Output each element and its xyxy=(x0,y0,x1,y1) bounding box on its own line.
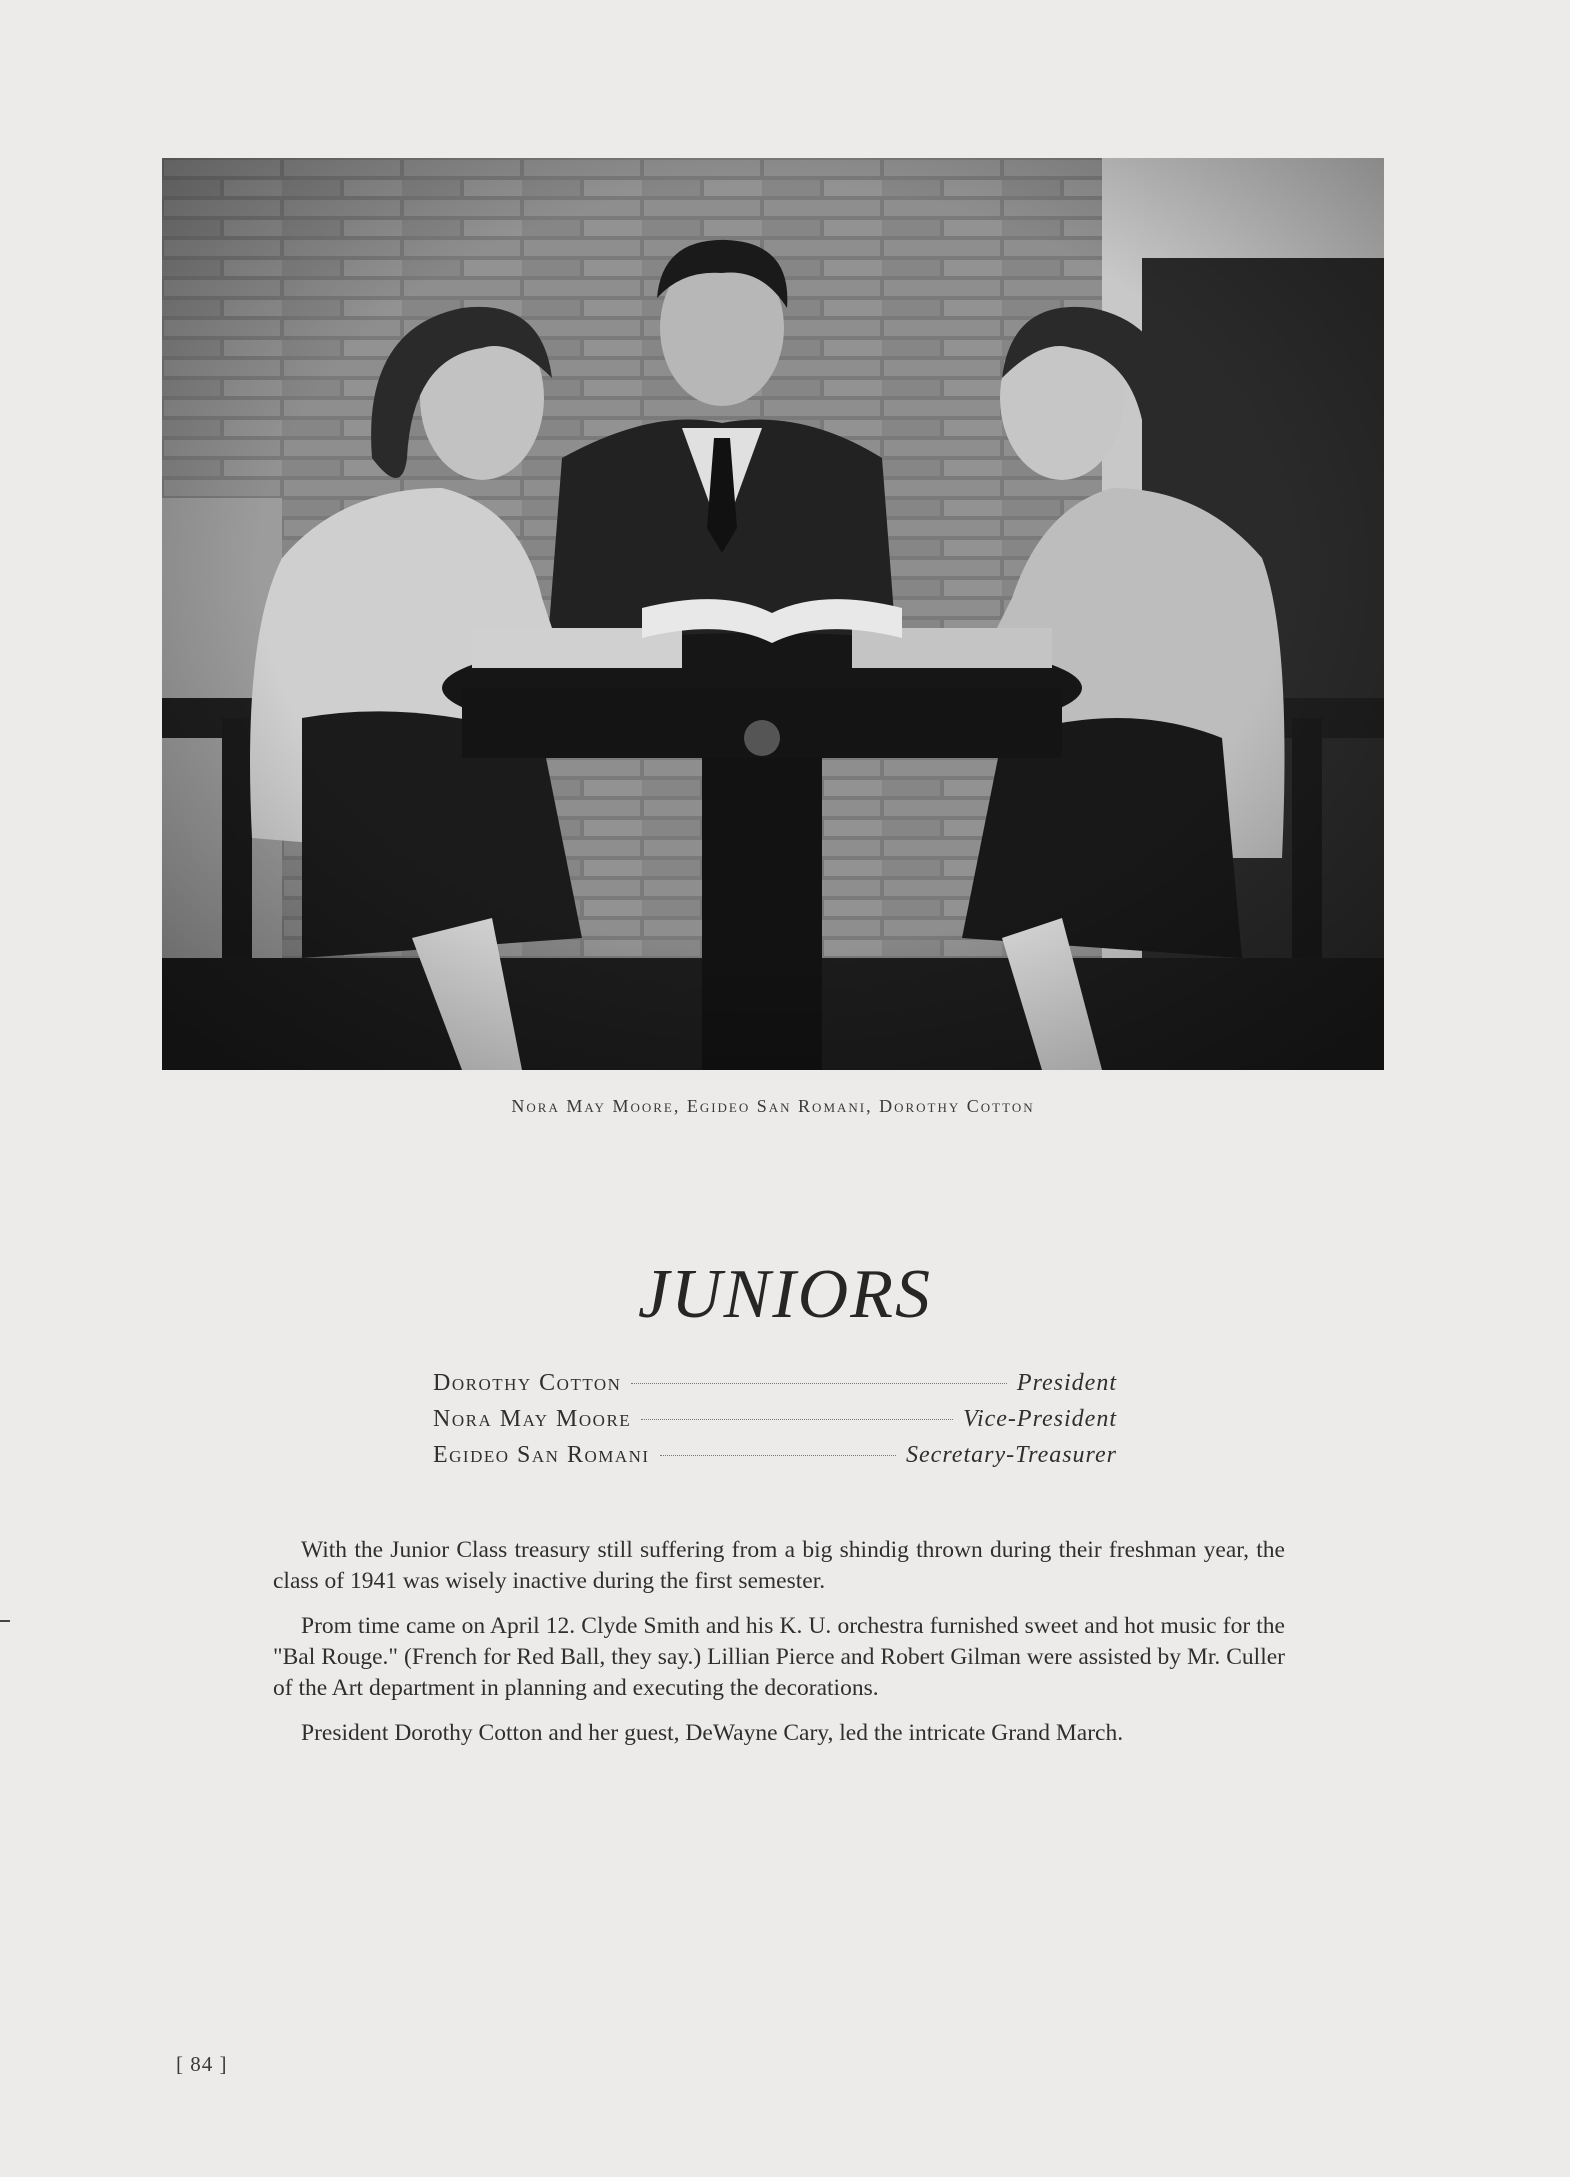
officer-role: President xyxy=(1016,1370,1117,1396)
page-number: [ 84 ] xyxy=(176,2052,228,2076)
officer-row xyxy=(433,1442,1117,1478)
group-photograph xyxy=(162,158,1384,1070)
dot-leader xyxy=(631,1383,1006,1384)
binding-mark xyxy=(0,1620,10,1622)
dot-leader xyxy=(660,1455,896,1456)
officer-name: Dorothy Cotton xyxy=(433,1370,622,1396)
photo-caption: Nora May Moore, Egideo San Romani, Dorothy Cotton xyxy=(511,1096,1035,1116)
photo-illustration xyxy=(162,158,1384,1070)
paragraph: Prom time came on April 12. Clyde Smith and his K. U. orchestra furnished sweet and hot music for the "Bal Rouge." (French for Red Ball, they say.) Lillian Pierce and Robert Gilman were assisted by Mr. Culler of the Art department in planning and executing the decorations. xyxy=(273,1613,1285,1701)
officer-role: Secretary-Treasurer xyxy=(906,1442,1117,1468)
paragraph: With the Junior Class treasury still suffering from a big shindig thrown during their freshman year, the class of 1941 was wisely inactive during the first semester. xyxy=(273,1537,1285,1594)
officers-list xyxy=(433,1370,1117,1478)
officer-role: Vice-President xyxy=(963,1406,1117,1432)
dot-leader xyxy=(641,1419,953,1420)
paragraph: President Dorothy Cotton and her guest, DeWayne Cary, led the intricate Grand March. xyxy=(301,1720,1124,1746)
officer-row xyxy=(433,1406,1117,1442)
officer-row xyxy=(433,1370,1117,1406)
officer-name: Egideo San Romani xyxy=(433,1442,650,1468)
page-title: JUNIORS xyxy=(638,1256,932,1333)
body-text xyxy=(273,1535,1285,1763)
officer-name: Nora May Moore xyxy=(433,1406,632,1432)
